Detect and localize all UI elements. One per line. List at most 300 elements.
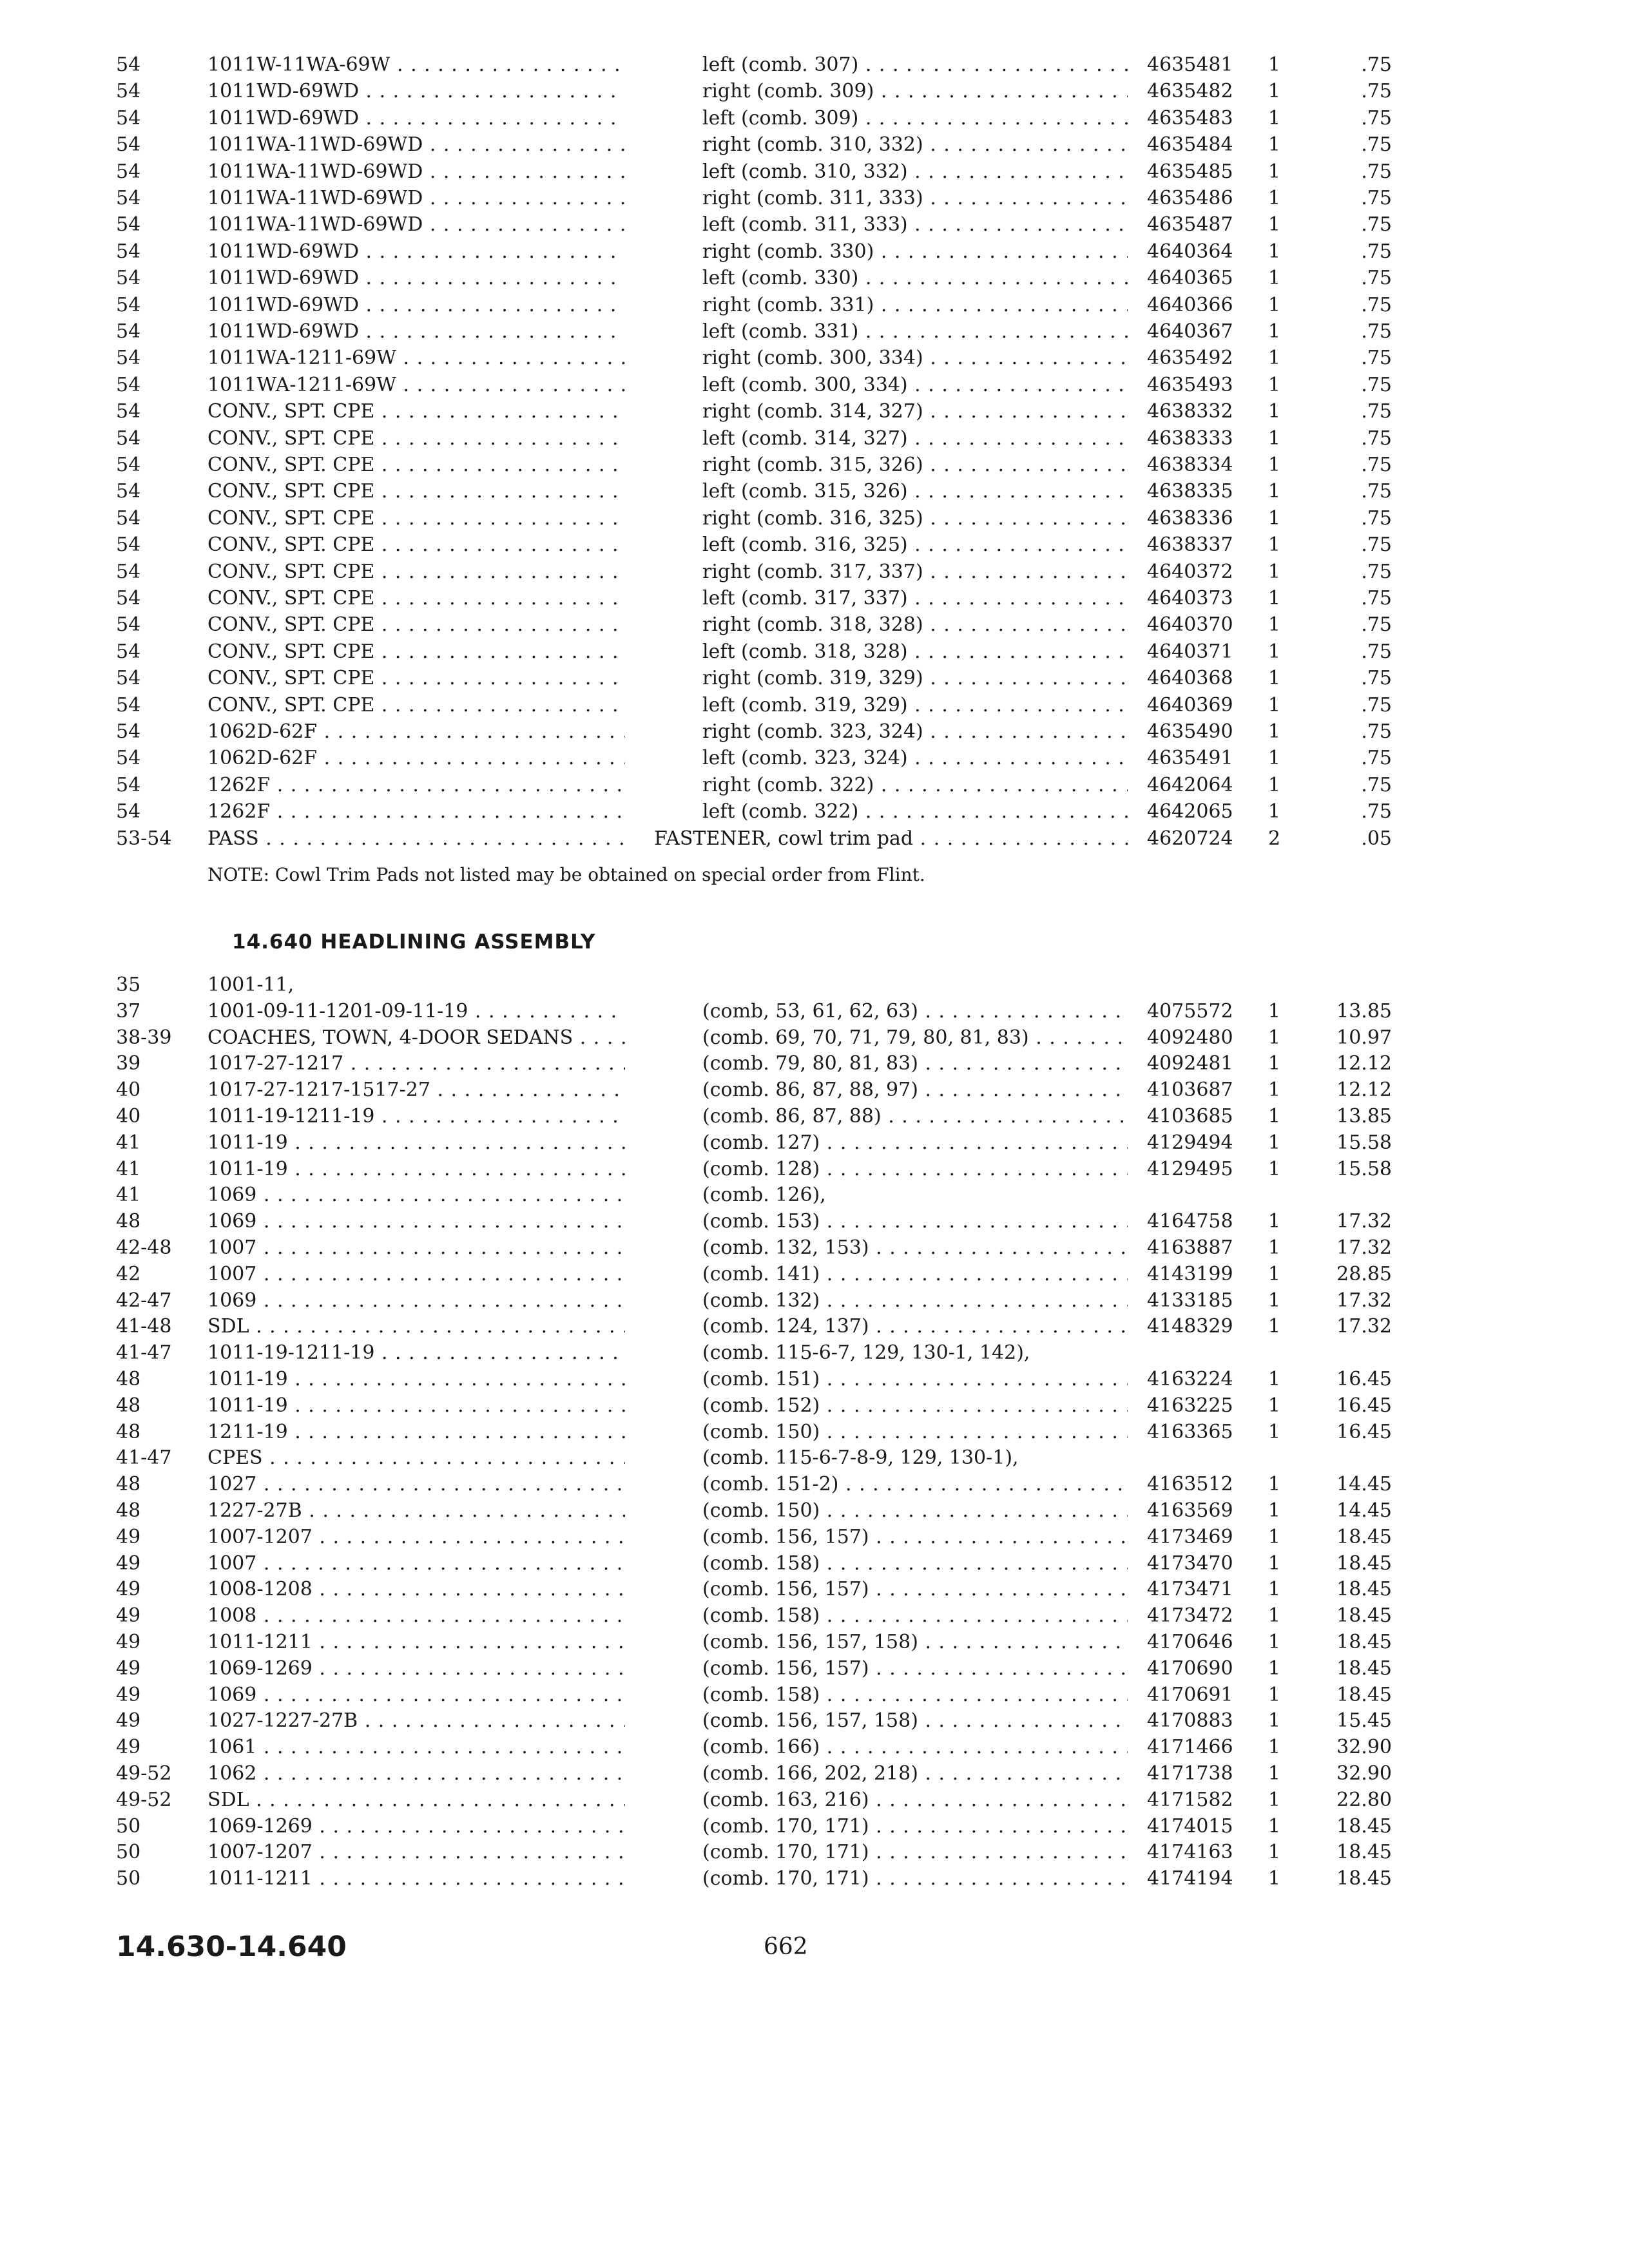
model-year: 49	[116, 1525, 141, 1548]
list-price: .75	[1361, 560, 1392, 583]
quantity: 1	[1268, 506, 1281, 530]
model-number: 1262F . . .	[207, 798, 625, 825]
list-price: .75	[1361, 373, 1392, 396]
quantity: 1	[1268, 427, 1281, 450]
parts-row	[0, 372, 1629, 398]
list-price: .75	[1361, 160, 1392, 183]
parts-row	[0, 211, 1629, 238]
model-number: 1069 . . .	[207, 1287, 625, 1314]
model-number: 1011W-11WA-69W . . .	[207, 52, 625, 78]
list-price: .75	[1361, 480, 1392, 503]
model-year: 41	[116, 1131, 141, 1154]
part-number: 4640367	[1147, 320, 1233, 343]
part-number: 4635485	[1147, 160, 1233, 183]
model-number: 1001-09-11-1201-09-11-19 . . .	[207, 998, 625, 1024]
quantity: 1	[1268, 1578, 1281, 1601]
quantity: 2	[1268, 827, 1281, 850]
model-year: 42-48	[116, 1236, 172, 1259]
part-description: left (comb. 322) . . .	[702, 798, 1128, 825]
part-number: 4133185	[1147, 1289, 1233, 1312]
model-year: 54	[116, 80, 141, 103]
quantity: 1	[1268, 1552, 1281, 1575]
model-year: 54	[116, 640, 141, 663]
parts-row	[0, 559, 1629, 585]
part-description: right (comb. 323, 324) . . .	[702, 718, 1128, 745]
part-number: 4163887	[1147, 1236, 1233, 1259]
quantity: 1	[1268, 1499, 1281, 1522]
model-number: CONV., SPT. CPE . . .	[207, 398, 625, 425]
parts-row	[0, 665, 1629, 691]
list-price: 15.58	[1336, 1157, 1392, 1180]
parts-row	[0, 1813, 1629, 1840]
list-price: 32.90	[1336, 1762, 1392, 1785]
part-description: (comb. 151) . . .	[702, 1366, 1128, 1392]
part-description: (comb. 126),	[702, 1184, 826, 1207]
parts-row	[0, 1366, 1629, 1392]
quantity: 1	[1268, 1026, 1281, 1049]
parts-row	[0, 345, 1629, 371]
part-description: (comb. 156, 157, 158) . . .	[702, 1707, 1128, 1734]
model-number: 1027-1227-27B . . .	[207, 1707, 625, 1734]
parts-row	[0, 1287, 1629, 1314]
model-number: 1011WA-1211-69W . . .	[207, 372, 625, 398]
model-number: 1017-27-1217 . . .	[207, 1050, 625, 1077]
model-year: 54	[116, 587, 141, 610]
part-description: (comb. 170, 171) . . .	[702, 1813, 1128, 1840]
model-number: 1069-1269 . . .	[207, 1655, 625, 1682]
part-description: (comb. 141) . . .	[702, 1261, 1128, 1287]
quantity: 1	[1268, 1788, 1281, 1811]
model-year: 48	[116, 1473, 141, 1496]
model-number: 1011WA-11WD-69WD . . .	[207, 159, 625, 185]
model-year: 54	[116, 720, 141, 743]
part-number: 4163365	[1147, 1420, 1233, 1443]
model-year: 54	[116, 400, 141, 423]
model-year: 49	[116, 1552, 141, 1575]
parts-row	[0, 1340, 1629, 1366]
list-price: .75	[1361, 320, 1392, 343]
list-price: 12.12	[1336, 1079, 1392, 1102]
parts-row	[0, 1682, 1629, 1708]
quantity: 1	[1268, 106, 1281, 130]
part-number: 4171582	[1147, 1788, 1233, 1811]
model-number: CONV., SPT. CPE . . .	[207, 585, 625, 611]
part-description: (comb. 152) . . .	[702, 1392, 1128, 1419]
model-number: 1011-19 . . .	[207, 1366, 625, 1392]
quantity: 1	[1268, 1157, 1281, 1180]
parts-row	[0, 265, 1629, 291]
part-number: 4170690	[1147, 1657, 1233, 1680]
list-price: 18.45	[1336, 1604, 1392, 1628]
part-number: 4173471	[1147, 1578, 1233, 1601]
model-number: 1011WD-69WD . . .	[207, 292, 625, 318]
model-year: 54	[116, 480, 141, 503]
part-description: left (comb. 319, 329) . . .	[702, 692, 1128, 718]
parts-row	[0, 292, 1629, 318]
part-number: 4640365	[1147, 267, 1233, 290]
quantity: 1	[1268, 1131, 1281, 1154]
list-price: .75	[1361, 533, 1392, 557]
parts-row	[0, 159, 1629, 185]
model-year: 54	[116, 213, 141, 236]
model-number: 1062D-62F . . .	[207, 718, 625, 745]
list-price: 32.90	[1336, 1736, 1392, 1759]
quantity: 1	[1268, 1420, 1281, 1443]
model-number: 1007 . . .	[207, 1235, 625, 1261]
list-price: .75	[1361, 240, 1392, 263]
model-year: 41-47	[116, 1341, 172, 1365]
part-description: left (comb. 330) . . .	[702, 265, 1128, 291]
model-number: 1011WD-69WD . . .	[207, 265, 625, 291]
list-price: .75	[1361, 693, 1392, 716]
part-number: 4642065	[1147, 800, 1233, 823]
list-price: 18.45	[1336, 1525, 1392, 1548]
list-price: 15.58	[1336, 1131, 1392, 1154]
model-number: 1011-1211 . . .	[207, 1629, 625, 1655]
model-number: 1007 . . .	[207, 1261, 625, 1287]
model-year: 54	[116, 187, 141, 209]
parts-row	[0, 972, 1629, 998]
part-description: (comb. 156, 157) . . .	[702, 1524, 1128, 1550]
part-description: (comb. 151-2) . . .	[702, 1471, 1128, 1497]
parts-row	[0, 1629, 1629, 1655]
part-description: right (comb. 309) . . .	[702, 78, 1128, 104]
list-price: 18.45	[1336, 1814, 1392, 1838]
quantity: 1	[1268, 999, 1281, 1023]
model-year: 54	[116, 133, 141, 157]
quantity: 1	[1268, 53, 1281, 76]
parts-row	[0, 425, 1629, 452]
model-year: 35	[116, 974, 141, 996]
model-number: CONV., SPT. CPE . . .	[207, 639, 625, 665]
part-number: 4640373	[1147, 587, 1233, 610]
quantity: 1	[1268, 560, 1281, 583]
model-number: 1011WA-11WD-69WD . . .	[207, 185, 625, 211]
parts-row	[0, 1602, 1629, 1629]
quantity: 1	[1268, 613, 1281, 637]
parts-row	[0, 1445, 1629, 1471]
part-description: right (comb. 311, 333) . . .	[702, 185, 1128, 211]
model-year: 49	[116, 1736, 141, 1759]
part-description: (comb. 166, 202, 218) . . .	[702, 1760, 1128, 1787]
quantity: 1	[1268, 320, 1281, 343]
part-number: 4638336	[1147, 506, 1233, 530]
model-year: 48	[116, 1394, 141, 1417]
quantity: 1	[1268, 454, 1281, 476]
part-number: 4092480	[1147, 1026, 1233, 1049]
list-price: .75	[1361, 587, 1392, 610]
quantity: 1	[1268, 80, 1281, 103]
part-description: (comb. 166) . . .	[702, 1734, 1128, 1760]
part-number: 4640371	[1147, 640, 1233, 663]
quantity: 1	[1268, 1736, 1281, 1759]
parts-row	[0, 1734, 1629, 1760]
parts-row	[0, 998, 1629, 1024]
list-price: 16.45	[1336, 1394, 1392, 1417]
part-number: 4638333	[1147, 427, 1233, 450]
list-price: .75	[1361, 106, 1392, 130]
model-year: 54	[116, 373, 141, 396]
part-description: (comb. 170, 171) . . .	[702, 1865, 1128, 1892]
model-year: 40	[116, 1079, 141, 1102]
model-number: 1011-19-1211-19 . . .	[207, 1340, 625, 1366]
part-description: (comb. 127) . . .	[702, 1129, 1128, 1156]
part-number: 4635481	[1147, 53, 1233, 76]
part-number: 4174015	[1147, 1814, 1233, 1838]
part-description: (comb. 150) . . .	[702, 1497, 1128, 1524]
model-number: 1011-1211 . . .	[207, 1865, 625, 1892]
quantity: 1	[1268, 533, 1281, 557]
quantity: 1	[1268, 587, 1281, 610]
part-number: 4170646	[1147, 1631, 1233, 1653]
model-year: 49-52	[116, 1762, 172, 1785]
list-price: .75	[1361, 80, 1392, 103]
parts-row	[0, 1707, 1629, 1734]
model-year: 50	[116, 1841, 141, 1864]
parts-row	[0, 1392, 1629, 1419]
model-number: 1011WA-11WD-69WD . . .	[207, 131, 625, 158]
parts-row	[0, 1156, 1629, 1182]
quantity: 1	[1268, 1079, 1281, 1102]
list-price: .75	[1361, 400, 1392, 423]
model-year: 54	[116, 160, 141, 183]
part-description: left (comb. 316, 325) . . .	[702, 532, 1128, 558]
quantity: 1	[1268, 1525, 1281, 1548]
part-description: (comb. 170, 171) . . .	[702, 1839, 1128, 1865]
list-price: 18.45	[1336, 1683, 1392, 1706]
quantity: 1	[1268, 267, 1281, 290]
model-number: 1062D-62F . . .	[207, 745, 625, 771]
model-year: 40	[116, 1105, 141, 1128]
model-year: 37	[116, 999, 141, 1023]
quantity: 1	[1268, 1631, 1281, 1653]
parts-row	[0, 585, 1629, 611]
model-year: 49	[116, 1604, 141, 1628]
quantity: 1	[1268, 1814, 1281, 1838]
list-price: 12.12	[1336, 1052, 1392, 1075]
part-description: left (comb. 315, 326) . . .	[702, 478, 1128, 505]
model-year: 50	[116, 1867, 141, 1890]
model-year: 54	[116, 53, 141, 76]
model-number: 1011WA-11WD-69WD . . .	[207, 211, 625, 238]
model-number: CONV., SPT. CPE . . .	[207, 505, 625, 532]
part-description: (comb. 156, 157, 158) . . .	[702, 1629, 1128, 1655]
part-number: 4163224	[1147, 1368, 1233, 1390]
part-number: 4640368	[1147, 667, 1233, 690]
list-price: 17.32	[1336, 1289, 1392, 1312]
model-year: 41-48	[116, 1315, 172, 1338]
model-number: SDL . . .	[207, 1313, 625, 1340]
list-price: .75	[1361, 454, 1392, 476]
model-number: 1008 . . .	[207, 1602, 625, 1629]
list-price: .75	[1361, 773, 1392, 796]
model-number: 1007-1207 . . .	[207, 1839, 625, 1865]
model-year: 54	[116, 240, 141, 263]
parts-row	[0, 398, 1629, 425]
model-year: 38-39	[116, 1026, 172, 1049]
quantity: 1	[1268, 1709, 1281, 1733]
quantity: 1	[1268, 133, 1281, 157]
part-description: right (comb. 317, 337) . . .	[702, 559, 1128, 585]
quantity: 1	[1268, 213, 1281, 236]
parts-row	[0, 238, 1629, 265]
list-price: 16.45	[1336, 1368, 1392, 1390]
part-description: left (comb. 318, 328) . . .	[702, 639, 1128, 665]
model-year: 41	[116, 1157, 141, 1180]
part-number: 4173469	[1147, 1525, 1233, 1548]
model-number: 1011WD-69WD . . .	[207, 78, 625, 104]
list-price: 15.45	[1336, 1709, 1392, 1733]
model-number: 1001-11,	[207, 974, 294, 996]
part-description: (comb. 153) . . .	[702, 1208, 1128, 1235]
quantity: 1	[1268, 1683, 1281, 1706]
model-number: 1227-27B . . .	[207, 1497, 625, 1524]
list-price: 17.32	[1336, 1315, 1392, 1338]
quantity: 1	[1268, 1289, 1281, 1312]
quantity: 1	[1268, 747, 1281, 770]
part-description: (comb. 115-6-7, 129, 130-1, 142),	[702, 1341, 1030, 1365]
model-number: 1011-19 . . .	[207, 1129, 625, 1156]
model-year: 48	[116, 1368, 141, 1390]
model-number: 1011WD-69WD . . .	[207, 105, 625, 131]
model-number: 1069 . . .	[207, 1208, 625, 1235]
quantity: 1	[1268, 1867, 1281, 1890]
model-year: 54	[116, 106, 141, 130]
list-price: 28.85	[1336, 1262, 1392, 1285]
part-description: FASTENER, cowl trim pad . . .	[654, 825, 1128, 852]
part-description: (comb. 86, 87, 88, 97) . . .	[702, 1077, 1128, 1103]
list-price: 14.45	[1336, 1499, 1392, 1522]
part-number: 4635492	[1147, 347, 1233, 370]
model-year: 42-47	[116, 1289, 172, 1312]
model-number: 1027 . . .	[207, 1471, 625, 1497]
quantity: 1	[1268, 1604, 1281, 1628]
part-description: right (comb. 300, 334) . . .	[702, 345, 1128, 371]
quantity: 1	[1268, 667, 1281, 690]
list-price: .05	[1361, 827, 1392, 850]
parts-row	[0, 1760, 1629, 1787]
part-description: (comb. 158) . . .	[702, 1550, 1128, 1577]
parts-row	[0, 1524, 1629, 1550]
model-year: 54	[116, 693, 141, 716]
quantity: 1	[1268, 240, 1281, 263]
quantity: 1	[1268, 1762, 1281, 1785]
list-price: .75	[1361, 747, 1392, 770]
quantity: 1	[1268, 800, 1281, 823]
part-number: 4640369	[1147, 693, 1233, 716]
model-year: 50	[116, 1814, 141, 1838]
model-year: 54	[116, 267, 141, 290]
parts-row	[0, 825, 1629, 852]
model-number: 1011-19 . . .	[207, 1156, 625, 1182]
part-description: (comb. 163, 216) . . .	[702, 1787, 1128, 1813]
quantity: 1	[1268, 400, 1281, 423]
model-number: 1262F . . .	[207, 772, 625, 798]
model-number: 1069 . . .	[207, 1182, 625, 1208]
part-number: 4163225	[1147, 1394, 1233, 1417]
part-description: (comb. 156, 157) . . .	[702, 1576, 1128, 1602]
model-year: 49	[116, 1683, 141, 1706]
parts-row	[0, 639, 1629, 665]
list-price: 18.45	[1336, 1631, 1392, 1653]
part-number: 4174194	[1147, 1867, 1233, 1890]
special-order-note: NOTE: Cowl Trim Pads not listed may be obtained on special order from Flint.	[207, 864, 925, 885]
list-price: 16.45	[1336, 1420, 1392, 1443]
list-price: .75	[1361, 613, 1392, 637]
part-description: right (comb. 322) . . .	[702, 772, 1128, 798]
part-number: 4635491	[1147, 747, 1233, 770]
part-number: 4163569	[1147, 1499, 1233, 1522]
part-description: right (comb. 318, 328) . . .	[702, 611, 1128, 638]
quantity: 1	[1268, 720, 1281, 743]
parts-row	[0, 1313, 1629, 1340]
quantity: 1	[1268, 1394, 1281, 1417]
part-number: 4103687	[1147, 1079, 1233, 1102]
parts-row	[0, 1050, 1629, 1077]
quantity: 1	[1268, 160, 1281, 183]
model-number: CONV., SPT. CPE . . .	[207, 665, 625, 691]
parts-row	[0, 452, 1629, 478]
quantity: 1	[1268, 480, 1281, 503]
part-description: (comb. 150) . . .	[702, 1419, 1128, 1445]
part-number: 4163512	[1147, 1473, 1233, 1496]
part-description: right (comb. 310, 332) . . .	[702, 131, 1128, 158]
model-year: 49-52	[116, 1788, 172, 1811]
parts-row	[0, 1208, 1629, 1235]
part-number: 4103685	[1147, 1105, 1233, 1128]
part-description: (comb. 69, 70, 71, 79, 80, 81, 83) . . .	[702, 1024, 1128, 1051]
model-number: PASS . . .	[207, 825, 625, 852]
parts-row	[0, 1103, 1629, 1129]
model-number: 1007-1207 . . .	[207, 1524, 625, 1550]
model-year: 48	[116, 1499, 141, 1522]
model-year: 48	[116, 1210, 141, 1233]
part-description: (comb. 86, 87, 88) . . .	[702, 1103, 1128, 1129]
model-year: 39	[116, 1052, 141, 1075]
part-description: (comb. 158) . . .	[702, 1682, 1128, 1708]
part-description: (comb, 53, 61, 62, 63) . . .	[702, 998, 1128, 1024]
parts-row	[0, 692, 1629, 718]
model-number: 1011-19 . . .	[207, 1392, 625, 1419]
model-year: 53-54	[116, 827, 172, 850]
model-number: 1008-1208 . . .	[207, 1576, 625, 1602]
part-number: 4640366	[1147, 293, 1233, 316]
part-number: 4642064	[1147, 773, 1233, 796]
part-description: (comb. 128) . . .	[702, 1156, 1128, 1182]
part-description: left (comb. 309) . . .	[702, 105, 1128, 131]
model-year: 49	[116, 1578, 141, 1601]
quantity: 1	[1268, 693, 1281, 716]
list-price: .75	[1361, 187, 1392, 209]
model-number: SDL . . .	[207, 1787, 625, 1813]
list-price: .75	[1361, 427, 1392, 450]
parts-row	[0, 1129, 1629, 1156]
parts-row	[0, 1576, 1629, 1602]
parts-row	[0, 105, 1629, 131]
list-price: .75	[1361, 667, 1392, 690]
quantity: 1	[1268, 773, 1281, 796]
part-number: 4638335	[1147, 480, 1233, 503]
list-price: 17.32	[1336, 1236, 1392, 1259]
parts-row	[0, 1471, 1629, 1497]
parts-row	[0, 798, 1629, 825]
footer-section-code: 14.630-14.640	[116, 1930, 347, 1963]
part-description: left (comb. 307) . . .	[702, 52, 1128, 78]
model-number: 1007 . . .	[207, 1550, 625, 1577]
list-price: .75	[1361, 347, 1392, 370]
parts-row	[0, 1839, 1629, 1865]
part-description: left (comb. 311, 333) . . .	[702, 211, 1128, 238]
